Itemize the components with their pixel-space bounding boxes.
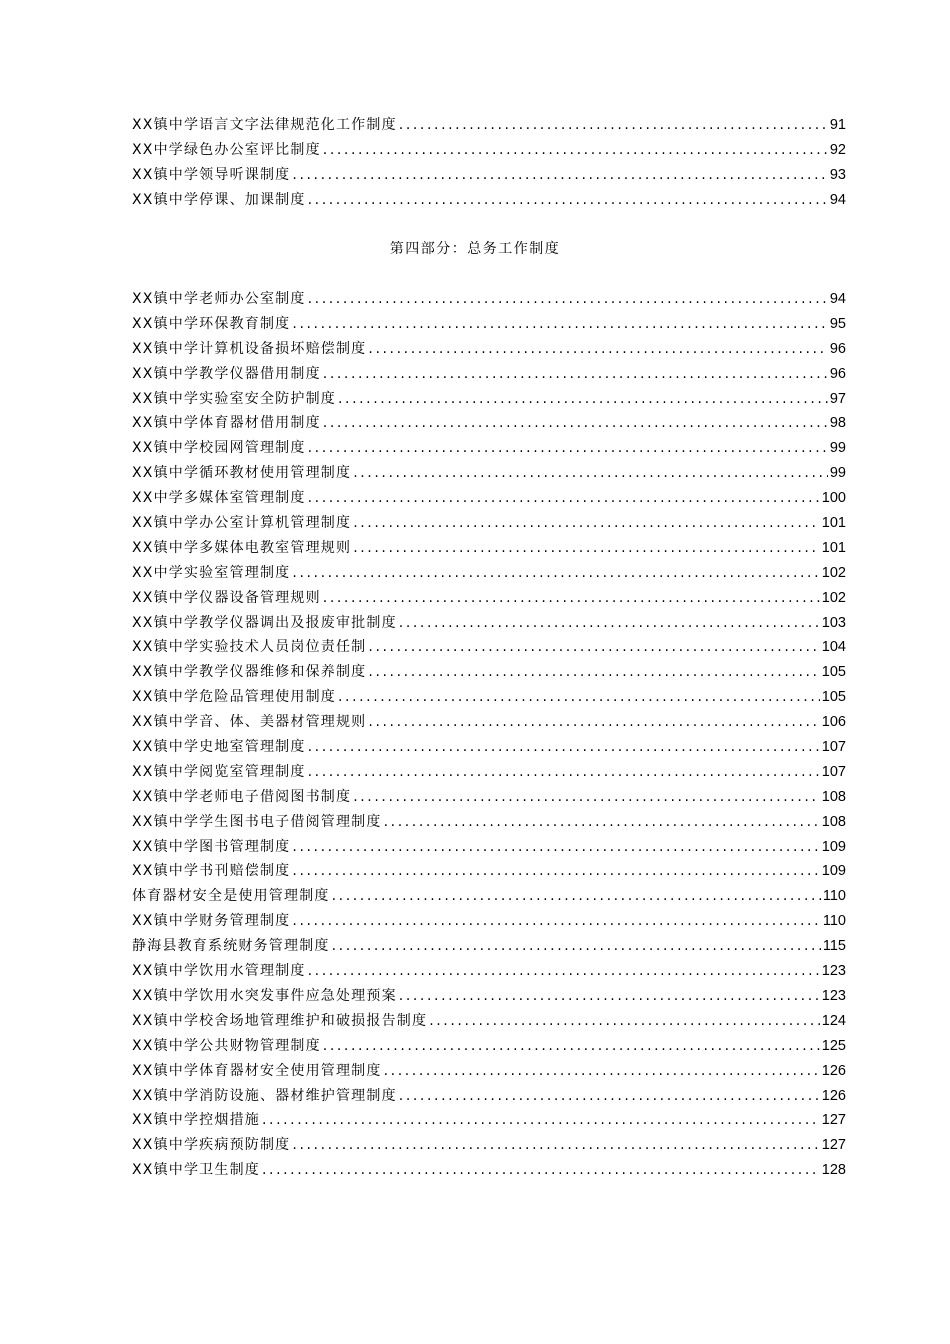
toc-entry[interactable] xyxy=(132,113,846,138)
toc-entry[interactable] xyxy=(132,984,846,1009)
toc-entry[interactable] xyxy=(132,760,846,785)
toc-page-number: 126 xyxy=(821,1062,846,1079)
toc-entry-title: XX镇中学危险品管理使用制度 xyxy=(132,689,336,706)
toc-page-number: 96 xyxy=(829,365,846,382)
toc-dot-leader xyxy=(399,1084,820,1109)
toc-page-number: 126 xyxy=(821,1087,846,1104)
toc-list-top xyxy=(132,113,846,213)
toc-dot-leader xyxy=(353,785,820,810)
toc-entry-title: XX镇中学教学仪器维修和保养制度 xyxy=(132,664,367,681)
toc-dot-leader xyxy=(323,138,828,163)
toc-dot-leader xyxy=(292,312,827,337)
toc-dot-leader xyxy=(292,909,820,934)
toc-entry-title: XX镇中学计算机设备损坏赔偿制度 xyxy=(132,340,367,357)
toc-entry[interactable] xyxy=(132,959,846,984)
toc-entry-title: XX镇中学书刊赔偿制度 xyxy=(132,863,291,880)
toc-page-number: 108 xyxy=(821,813,846,830)
toc-entry-title: XX镇中学学生图书电子借阅管理制度 xyxy=(132,813,382,830)
toc-entry[interactable] xyxy=(132,561,846,586)
toc-dot-leader xyxy=(368,710,819,735)
toc-page-number: 125 xyxy=(821,1037,846,1054)
toc-entry-title: XX镇中学史地室管理制度 xyxy=(132,739,306,756)
toc-entry-title: XX镇中学办公室计算机管理制度 xyxy=(132,515,352,532)
toc-entry[interactable] xyxy=(132,138,846,163)
toc-page-number: 127 xyxy=(821,1112,846,1129)
toc-entry[interactable] xyxy=(132,1084,846,1109)
toc-dot-leader xyxy=(399,984,820,1009)
toc-page-number: 100 xyxy=(821,490,846,507)
toc-dot-leader xyxy=(332,884,821,909)
toc-entry[interactable] xyxy=(132,188,846,213)
toc-entry[interactable] xyxy=(132,810,846,835)
toc-entry-title: XX镇中学财务管理制度 xyxy=(132,913,291,930)
toc-entry-title: XX镇中学体育器材安全使用管理制度 xyxy=(132,1062,382,1079)
toc-page-number: 102 xyxy=(821,564,846,581)
toc-page-number: 93 xyxy=(829,166,846,183)
toc-entry-title: XX镇中学音、体、美器材管理规则 xyxy=(132,714,367,731)
toc-entry-title: XX镇中学控烟措施 xyxy=(132,1112,260,1129)
toc-dot-leader xyxy=(292,859,819,884)
toc-entry-title: XX镇中学阅览室管理制度 xyxy=(132,763,306,780)
toc-entry-title: XX镇中学循环教材使用管理制度 xyxy=(132,465,352,482)
toc-dot-leader xyxy=(332,934,821,959)
toc-entry-title: XX镇中学图书管理制度 xyxy=(132,838,291,855)
toc-page-number: 92 xyxy=(829,141,846,158)
toc-page-number: 109 xyxy=(821,838,846,855)
toc-dot-leader xyxy=(368,337,827,362)
toc-entry-title: XX镇中学老师电子借阅图书制度 xyxy=(132,788,352,805)
toc-page-number: 107 xyxy=(821,763,846,780)
toc-entry-title: XX镇中学卫生制度 xyxy=(132,1162,260,1179)
toc-entry[interactable] xyxy=(132,1009,846,1034)
toc-dot-leader xyxy=(384,810,820,835)
toc-entry-title: XX中学绿色办公室评比制度 xyxy=(132,141,321,158)
toc-entry[interactable] xyxy=(132,785,846,810)
toc-dot-leader xyxy=(292,1133,819,1158)
toc-entry[interactable] xyxy=(132,635,846,660)
toc-entry-title: XX镇中学饮用水突发事件应急处理预案 xyxy=(132,987,397,1004)
toc-dot-leader xyxy=(323,586,820,611)
toc-entry-title: XX镇中学环保教育制度 xyxy=(132,315,291,332)
toc-dot-leader xyxy=(429,1009,820,1034)
toc-dot-leader xyxy=(368,660,819,685)
toc-entry[interactable] xyxy=(132,536,846,561)
section-heading: 第四部分：总务工作制度 xyxy=(389,241,561,257)
toc-page-number: 108 xyxy=(821,788,846,805)
toc-page-number: 127 xyxy=(821,1137,846,1154)
toc-entry-title: XX镇中学语言文字法律规范化工作制度 xyxy=(132,117,397,133)
toc-page-number: 96 xyxy=(829,340,846,357)
toc-entry[interactable] xyxy=(132,387,846,412)
toc-entry[interactable] xyxy=(132,611,846,636)
toc-entry[interactable] xyxy=(132,660,846,685)
toc-entry-title: XX镇中学仪器设备管理规则 xyxy=(132,589,321,606)
toc-page-number: 98 xyxy=(829,415,846,432)
toc-entry-title: XX镇中学老师办公室制度 xyxy=(132,291,306,307)
toc-page-number: 105 xyxy=(821,689,846,706)
toc-page-number: 124 xyxy=(821,1012,846,1029)
toc-dot-leader xyxy=(399,113,828,138)
toc-entry[interactable] xyxy=(132,934,846,959)
toc-entry-title: XX中学多媒体室管理制度 xyxy=(132,490,306,507)
toc-page-number: 105 xyxy=(821,664,846,681)
toc-dot-leader xyxy=(323,362,828,387)
toc-entry[interactable] xyxy=(132,362,846,387)
toc-page-number: 97 xyxy=(829,390,846,407)
toc-entry-title: XX镇中学消防设施、器材维护管理制度 xyxy=(132,1087,397,1104)
toc-entry[interactable] xyxy=(132,909,846,934)
toc-entry-title: XX镇中学饮用水管理制度 xyxy=(132,963,306,980)
toc-dot-leader xyxy=(292,835,819,860)
toc-page-number: 128 xyxy=(821,1162,846,1179)
toc-entry[interactable] xyxy=(132,859,846,884)
toc-entry[interactable] xyxy=(132,337,846,362)
toc-entry[interactable] xyxy=(132,735,846,760)
toc-dot-leader xyxy=(308,760,820,785)
toc-page-number: 91 xyxy=(829,117,846,133)
toc-page-number: 94 xyxy=(829,191,846,208)
toc-page-number: 104 xyxy=(821,639,846,656)
toc-page-number: 95 xyxy=(829,315,846,332)
toc-entry[interactable] xyxy=(132,436,846,461)
toc-page-number: 107 xyxy=(821,739,846,756)
toc-entry[interactable] xyxy=(132,411,846,436)
toc-entry-title: XX镇中学校园网管理制度 xyxy=(132,440,306,457)
toc-entry-title: 静海县教育系统财务管理制度 xyxy=(132,938,330,955)
toc-page-number: 99 xyxy=(829,465,846,482)
toc-entry-title: XX镇中学疾病预防制度 xyxy=(132,1137,291,1154)
toc-page-number: 106 xyxy=(821,714,846,731)
toc-entry-title: XX镇中学多媒体电教室管理规则 xyxy=(132,539,352,556)
toc-page-number: 123 xyxy=(821,987,846,1004)
toc-dot-leader xyxy=(353,461,828,486)
toc-entry[interactable] xyxy=(132,1059,846,1084)
toc-dot-leader xyxy=(308,735,820,760)
toc-dot-leader xyxy=(262,1158,820,1183)
toc-page-number: 102 xyxy=(821,589,846,606)
toc-entry[interactable] xyxy=(132,586,846,611)
toc-dot-leader xyxy=(292,163,827,188)
toc-dot-leader xyxy=(323,411,828,436)
toc-entry[interactable] xyxy=(132,511,846,536)
toc-dot-leader xyxy=(399,611,820,636)
toc-page-number: 99 xyxy=(829,440,846,457)
toc-dot-leader xyxy=(353,511,820,536)
toc-entry-title: XX镇中学教学仪器借用制度 xyxy=(132,365,321,382)
toc-entry-title: 体育器材安全是使用管理制度 xyxy=(132,888,330,905)
toc-entry[interactable] xyxy=(132,1108,846,1133)
toc-page-number: 110 xyxy=(822,888,846,905)
toc-entry-title: XX镇中学教学仪器调出及报废审批制度 xyxy=(132,614,397,631)
toc-entry[interactable] xyxy=(132,685,846,710)
toc-page-number: 115 xyxy=(822,938,846,955)
toc-entry[interactable] xyxy=(132,884,846,909)
toc-dot-leader xyxy=(384,1059,820,1084)
toc-page-number: 103 xyxy=(821,614,846,631)
toc-entry[interactable] xyxy=(132,1133,846,1158)
toc-entry-title: XX镇中学公共财物管理制度 xyxy=(132,1037,321,1054)
toc-page-number: 101 xyxy=(821,515,846,532)
toc-entry-title: XX镇中学停课、加课制度 xyxy=(132,191,306,208)
toc-entry[interactable] xyxy=(132,835,846,860)
toc-entry-title: XX镇中学校舍场地管理维护和破损报告制度 xyxy=(132,1012,428,1029)
toc-page-number: 110 xyxy=(822,913,846,930)
toc-dot-leader xyxy=(353,536,820,561)
toc-dot-leader xyxy=(338,685,820,710)
toc-entry[interactable] xyxy=(132,1158,846,1183)
toc-dot-leader xyxy=(308,436,828,461)
toc-entry[interactable] xyxy=(132,486,846,511)
toc-entry-title: XX镇中学实验技术人员岗位责任制 xyxy=(132,639,367,656)
toc-page-number: 94 xyxy=(829,291,846,307)
toc-dot-leader xyxy=(308,287,828,312)
toc-dot-leader xyxy=(368,635,819,660)
toc-dot-leader xyxy=(308,188,828,213)
toc-dot-leader xyxy=(308,959,820,984)
toc-entry[interactable] xyxy=(132,312,846,337)
toc-dot-leader xyxy=(323,1034,820,1059)
toc-entry[interactable] xyxy=(132,710,846,735)
toc-entry[interactable] xyxy=(132,461,846,486)
toc-dot-leader xyxy=(292,561,819,586)
toc-list-bottom xyxy=(132,287,846,1183)
toc-page-number: 101 xyxy=(821,539,846,556)
toc-entry[interactable] xyxy=(132,1034,846,1059)
toc-entry-title: XX镇中学领导听课制度 xyxy=(132,166,291,183)
toc-entry[interactable] xyxy=(132,287,846,312)
toc-dot-leader xyxy=(338,387,828,412)
toc-page-number: 123 xyxy=(821,963,846,980)
toc-dot-leader xyxy=(262,1108,820,1133)
toc-entry-title: XX中学实验室管理制度 xyxy=(132,564,291,581)
toc-entry[interactable] xyxy=(132,163,846,188)
toc-entry-title: XX镇中学体育器材借用制度 xyxy=(132,415,321,432)
toc-dot-leader xyxy=(308,486,820,511)
toc-entry-title: XX镇中学实验室安全防护制度 xyxy=(132,390,336,407)
toc-page-number: 109 xyxy=(821,863,846,880)
